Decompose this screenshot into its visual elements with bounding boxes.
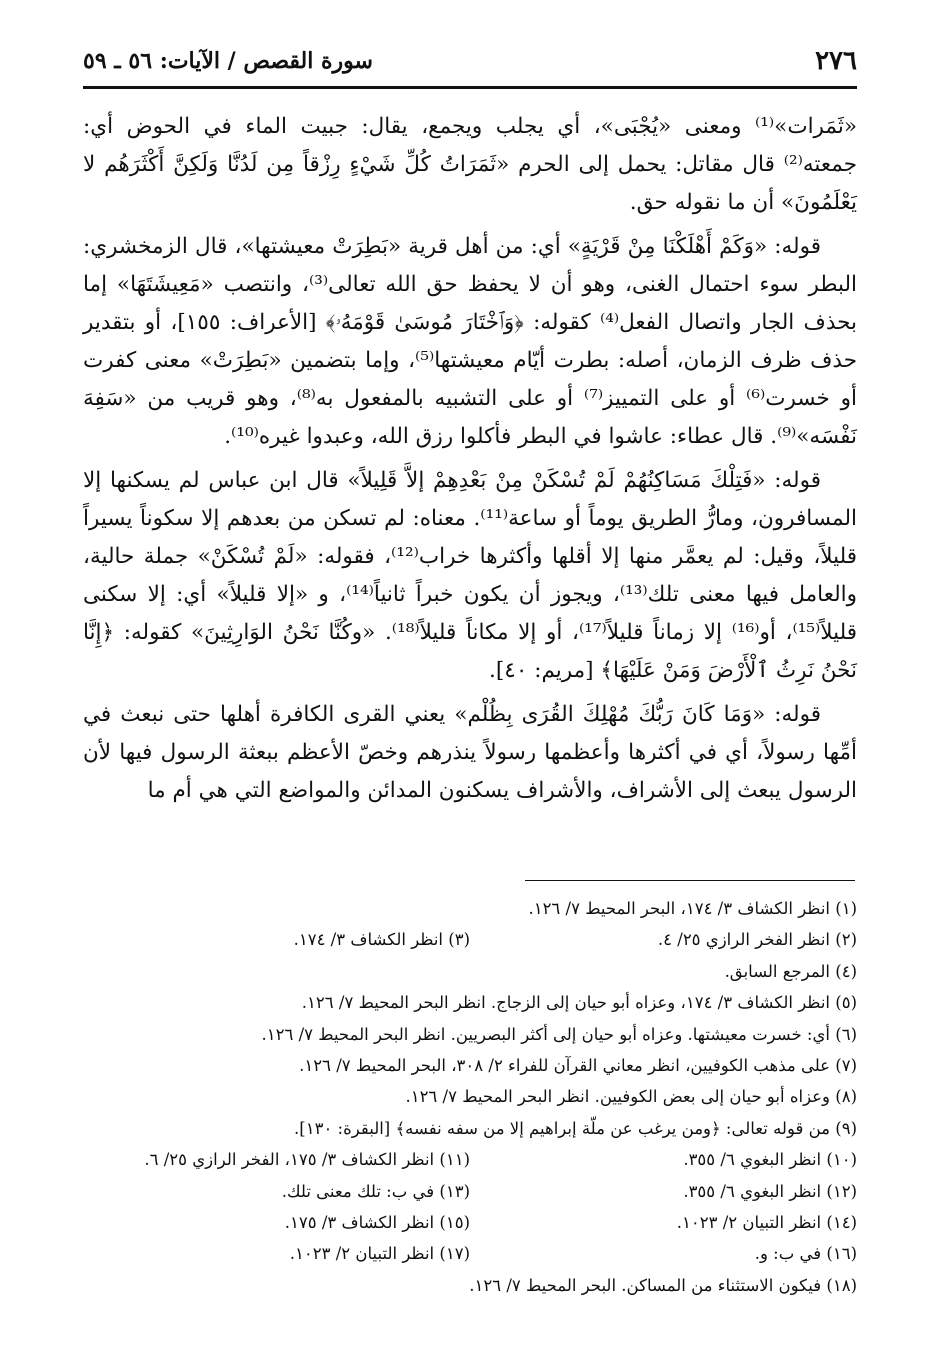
- footnotes: [83, 893, 857, 1301]
- footnote-row: [83, 956, 857, 987]
- footnote-row: [83, 1176, 857, 1207]
- footnote: (١٧) انظر التبيان ٢/ ١٠٢٣.: [289, 1244, 470, 1264]
- paragraph: «ثَمَرات»⁽¹⁾ ومعنى «يُجْبَى»، أي يجلب ويجمع، يقال: جبيت الماء في الحوض أي: جمعته⁽²⁾ قال مقاتل: يحمل إلى الحرم «ثَمَرَاتُ كُلِّ شَيْءٍ رِزْقاً مِن لَدُنَّا وَلَكِنَّ أَكْثَرَهُم لا يَعْلَمُونَ» أن ما نقوله حق.: [83, 114, 857, 215]
- footnote: (١٨) فيكون الاستثناء من المساكن. البحر المحيط ٧/ ١٢٦.: [469, 1275, 857, 1295]
- footnote: (٢) انظر الفخر الرازي ٢٥/ ٤.: [657, 930, 857, 950]
- footnote: (٥) انظر الكشاف ٣/ ١٧٤، وعزاه أبو حيان إلى الزجاج. انظر البحر المحيط ٧/ ١٢٦.: [301, 993, 857, 1013]
- footnote: (٣) انظر الكشاف ٣/ ١٧٤.: [293, 930, 470, 950]
- footnote: (١٤) انظر التبيان ٢/ ١٠٢٣.: [676, 1213, 857, 1233]
- footnote: (٩) من قوله تعالى: ﴿ومن يرغب عن ملّة إبراهيم إلا من سفه نفسه﴾ [البقرة: ١٣٠].: [294, 1118, 857, 1138]
- main-text: [83, 108, 857, 816]
- footnote: (١٦) في ب: و.: [754, 1244, 857, 1264]
- paragraph: قوله: «وَمَا كَانَ رَبُّكَ مُهْلِكَ القُرَى بِظُلْم» يعني القرى الكافرة أهلها حتى نبعث في أمِّها رسولاً، أي في أكثرها وأعظمها رسولاً ينذرهم وخصّ الأعظم ببعثة الرسول فيها لأن الرسول يبعث إلى الأشراف، والأشراف يسكنون المدائن والمواضع التي هي أم ما: [83, 702, 857, 803]
- footnote: (١٢) انظر البغوي ٦/ ٣٥٥.: [683, 1181, 857, 1201]
- running-title: سورة القصص / الآيات: ٥٦ ـ ٥٩: [83, 48, 373, 74]
- footnote-row: [83, 1081, 857, 1112]
- footnote: (١١) انظر الكشاف ٣/ ١٧٥، الفخر الرازي ٢٥/ ٦.: [144, 1150, 470, 1170]
- footnote: (١٥) انظر الكشاف ٣/ ١٧٥.: [284, 1213, 470, 1233]
- footnote-row: [83, 1019, 857, 1050]
- footnote: (٧) على مذهب الكوفيين، انظر معاني القرآن للفراء ٢/ ٣٠٨، البحر المحيط ٧/ ١٢٦.: [299, 1056, 857, 1076]
- footnote-row: [83, 1144, 857, 1175]
- footnote-row: [83, 1207, 857, 1238]
- footnote: (١٠) انظر البغوي ٦/ ٣٥٥.: [683, 1150, 857, 1170]
- paragraph: قوله: «وَكَمْ أَهْلَكْنَا مِنْ قَرْيَةٍ» أي: من أهل قرية «بَطِرَتْ معيشتها»، قال الزمخشري: البطر سوء احتمال الغنى، وهو أن لا يحفظ حق الله تعالى⁽³⁾، وانتصب «مَعِيشَتَهَا» إما بحذف الجار واتصال الفعل⁽⁴⁾ كقوله: ﴿وَٱخْتَارَ مُوسَىٰ قَوْمَهُۥ﴾ [الأعراف: ١٥٥]، أو بتقدير حذف ظرف الزمان، أصله: بطرت أيّام معيشتها⁽⁵⁾، وإما بتضمين «بَطِرَتْ» معنى كفرت أو خسرت⁽⁶⁾ أو على التمييز⁽⁷⁾ أو على التشبيه بالمفعول به⁽⁸⁾، وهو قريب من «سَفِهَ نَفْسَه»⁽⁹⁾. قال عطاء: عاشوا في البطر فأكلوا رزق الله، وعبدوا غيره⁽¹⁰⁾.: [83, 234, 857, 449]
- footnote-row: [83, 1270, 857, 1301]
- footnote-row: [83, 1238, 857, 1269]
- page-number: ٢٧٦: [815, 46, 857, 76]
- footnote-row: [83, 924, 857, 955]
- footnote: (١) انظر الكشاف ٣/ ١٧٤، البحر المحيط ٧/ ١٢٦.: [528, 899, 857, 918]
- page-header: [83, 36, 857, 89]
- footnote-separator: [525, 880, 855, 881]
- footnote-row: [83, 1113, 857, 1144]
- footnote: (١٣) في ب: تلك معنى تلك.: [281, 1181, 470, 1201]
- footnote-row: [83, 893, 857, 924]
- footnote: (٨) وعزاه أبو حيان إلى بعض الكوفيين. انظر البحر المحيط ٧/ ١٢٦.: [405, 1087, 857, 1107]
- footnote-row: [83, 1050, 857, 1081]
- footnote-row: [83, 987, 857, 1018]
- footnote: (٦) أي: خسرت معيشتها. وعزاه أبو حيان إلى أكثر البصريين. انظر البحر المحيط ٧/ ١٢٦.: [261, 1024, 857, 1044]
- paragraph: قوله: «فَتِلْكَ مَسَاكِنُهُمْ لَمْ تُسْكَنْ مِنْ بَعْدِهِمْ إلاَّ قَلِيلاً» قال ابن عباس لم يسكنها إلا المسافرون، ومارُّ الطريق يوماً أو ساعة⁽¹¹⁾. معناه: لم تسكن من بعدهم إلا سكوناً يسيراً قليلاً، وقيل: لم يعمَّر منها إلا أقلها وأكثرها خراب⁽¹²⁾، فقوله: «لَمْ تُسْكَنْ» جملة حالية، والعامل فيها معنى تلك⁽¹³⁾، ويجوز أن يكون خبراً ثانياً⁽¹⁴⁾، و «إلا قليلاً» أي: إلا سكنى قليلاً⁽¹⁵⁾، أو⁽¹⁶⁾ إلا زماناً قليلاً⁽¹⁷⁾، أو إلا مكاناً قليلاً⁽¹⁸⁾. «وكُنَّا نَحْنُ الوَارِثِينَ» كقوله: ﴿إِنَّا نَحْنُ نَرِثُ ٱلْأَرْضَ وَمَنْ عَلَيْهَا﴾ [مريم: ٤٠].: [83, 468, 858, 683]
- footnote: (٤) المرجع السابق.: [724, 961, 857, 981]
